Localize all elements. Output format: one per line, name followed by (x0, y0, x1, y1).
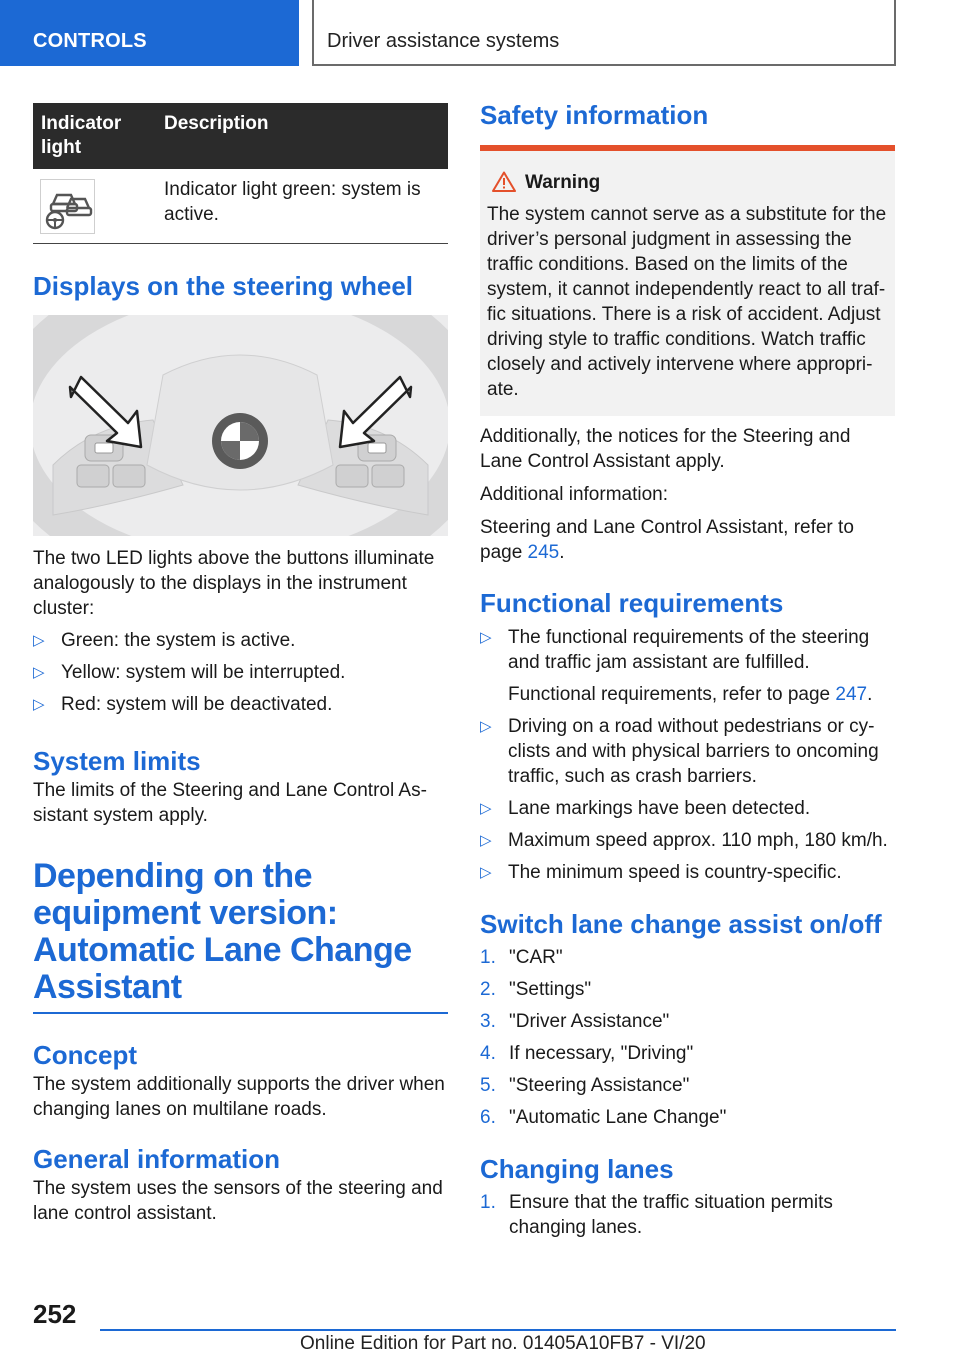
limits-paragraph: The limits of the Steering and Lane Control As‐sistant system apply. (33, 780, 427, 826)
steering-assist-indicator-icon (40, 179, 95, 234)
list-item: ▷ Maximum speed approx. 110 mph, 180 km/h. (480, 830, 888, 851)
triangle-bullet-icon: ▷ (480, 864, 492, 881)
table-header-indicator: Indicator light (41, 113, 122, 158)
displays-list (33, 628, 448, 717)
heading-general-information: General information (33, 1144, 281, 1174)
heading-automatic-lane-change: Depending on the equipment version: Automatic Lane Change Assistant (33, 857, 412, 1006)
table-header (33, 103, 448, 169)
triangle-bullet-icon: ▷ (480, 718, 492, 735)
list-item: ▷ Driving on a road without pedestrians or cy‐clists and with physical barriers to oncoming traffic, such as crash barriers. (480, 716, 879, 787)
heading-changing-lanes: Changing lanes (480, 1154, 674, 1184)
general-paragraph: The system uses the sensors of the steering and lane control assistant. (33, 1178, 443, 1224)
list-item: ▷ Yellow: system will be interrupted. (33, 662, 346, 683)
page-header (0, 0, 960, 66)
left-column (33, 103, 448, 1226)
page-link[interactable]: 247 (835, 684, 868, 705)
list-item: 1. "CAR" (480, 947, 563, 968)
list-item: 3. "Driver Assistance" (480, 1011, 670, 1032)
displays-paragraph: The two LED lights above the buttons illuminate analogously to the displays in the instrument cluster: (33, 548, 435, 619)
table-row (33, 169, 448, 244)
list-item: 2. "Settings" (480, 979, 592, 1000)
page-number: 252 (33, 1299, 77, 1329)
switch-steps-list (480, 945, 895, 1130)
list-item: ▷ Green: the system is active. (33, 630, 296, 651)
triangle-bullet-icon: ▷ (480, 832, 492, 849)
heading-displays-steering-wheel: Displays on the steering wheel (33, 271, 413, 301)
list-item: 5. "Steering Assistance" (480, 1075, 690, 1096)
steering-wheel-image (33, 315, 448, 536)
page-link[interactable]: 245 (527, 542, 560, 563)
triangle-bullet-icon: ▷ (480, 800, 492, 817)
refer-paragraph: Steering and Lane Control Assistant, refer to page 245. (480, 517, 854, 563)
warning-box (480, 145, 895, 416)
functional-requirements-list (480, 625, 895, 885)
changing-steps-list (480, 1190, 895, 1240)
additional-info-label: Additional information: (480, 484, 668, 505)
heading-safety-information: Safety information (480, 100, 709, 130)
table-header-description: Description (164, 113, 269, 134)
section-title: CONTROLS (0, 0, 299, 66)
list-item: 6. "Automatic Lane Change" (480, 1107, 727, 1128)
heading-switch-lane-change: Switch lane change assist on/off (480, 909, 882, 939)
list-item: ▷ The minimum speed is country-specific. (480, 862, 842, 883)
right-column (480, 100, 895, 1240)
warning-text: The system cannot serve as a substitute for the driver’s personal judgment in assessing the traffic conditions. Based on the limits of the system, it cannot independently react to all traf‐fic situations. There is a risk of accident. Adjust driving style to traffic conditions. Watch traffic closely and actively intervene where appropri‐ate. (487, 204, 887, 400)
footer-rule (100, 1329, 896, 1331)
warning-triangle-icon (492, 171, 516, 192)
heading-functional-requirements: Functional requirements (480, 588, 784, 618)
list-item: ▷ The functional requirements of the steering and traffic jam assistant are fulfilled. Functional requirements, refer to page 247. (480, 625, 895, 707)
concept-paragraph: The system additionally supports the driver when changing lanes on multilane roads. (33, 1074, 445, 1120)
triangle-bullet-icon: ▷ (33, 632, 45, 649)
triangle-bullet-icon: ▷ (33, 696, 45, 713)
heading-system-limits: System limits (33, 746, 201, 776)
additionally-paragraph: Additionally, the notices for the Steering and Lane Control Assistant apply. (480, 426, 851, 472)
triangle-bullet-icon: ▷ (480, 629, 492, 646)
heading-concept: Concept (33, 1040, 137, 1070)
list-item: 4. If necessary, "Driving" (480, 1043, 694, 1064)
heading-rule (33, 1012, 448, 1014)
list-item: 1. Ensure that the traffic situation permits changing lanes. (480, 1192, 833, 1238)
functional-requirements-reference: Functional requirements, refer to page 247. (508, 684, 873, 705)
table-cell-description: Indicator light green: system is active. (164, 179, 421, 225)
triangle-bullet-icon: ▷ (33, 664, 45, 681)
list-item: ▷ Lane markings have been detected. (480, 798, 811, 819)
warning-title: Warning (487, 171, 888, 195)
footer-edition: Online Edition for Part no. 01405A10FB7 - VI/20 (300, 1333, 706, 1354)
chapter-title: Driver assistance systems (312, 0, 896, 66)
list-item: ▷ Red: system will be deactivated. (33, 694, 333, 715)
